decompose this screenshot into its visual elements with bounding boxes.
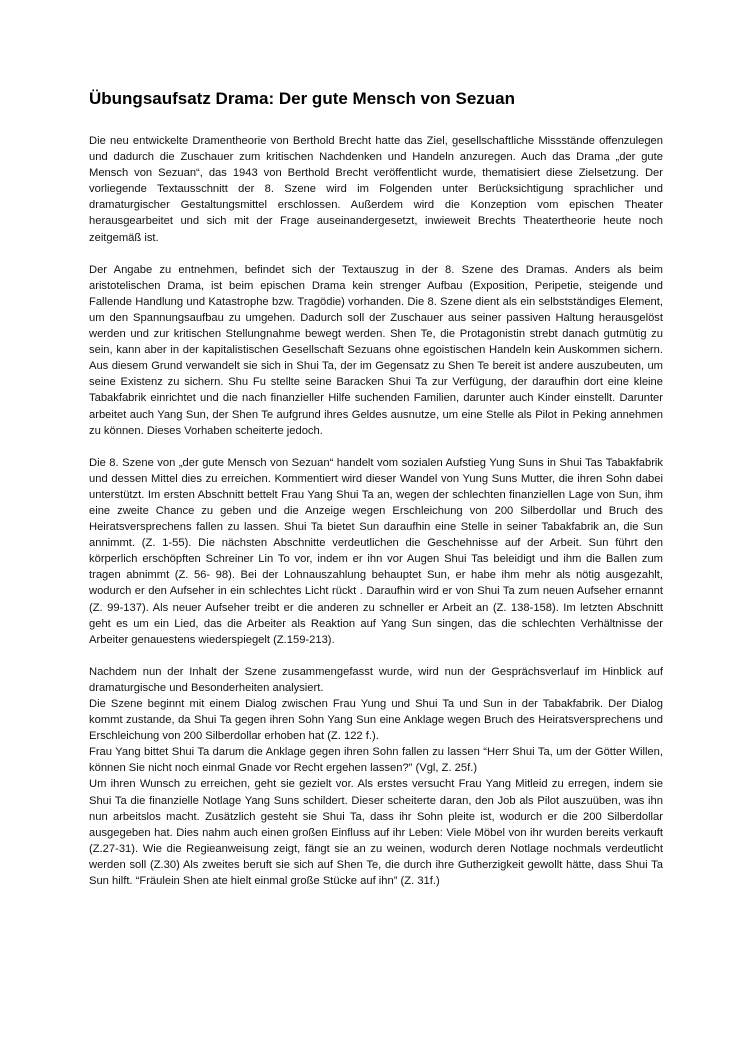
document-title: Übungsaufsatz Drama: Der gute Mensch von Sezuan xyxy=(89,89,516,108)
paragraph-summary: Die 8. Szene von „der gute Mensch von Sezuan“ handelt vom sozialen Aufstieg Yung Suns in Shui Tas Tabakfabrik und dessen Mittel dies zu erreichen. Kommentiert wird dieser Wandel von Yung Suns Mutter, die ihren Sohn dabei unterstützt. Im ersten Abschnitt bettelt Frau Yang Shui Ta an, wegen der schlechten finanziellen Lage von Sun, ihm eine zweite Chance zu geben und die Anzeige wegen Erschleichung von 200 Silberdollar und Bruch des Heiratsversprechens fallen zu lassen. Shui Ta bietet Sun daraufhin eine Stelle in seiner Tabakfabrik an, die Sun annimmt. (Z. 1-55). Die nächsten Abschnitte verdeutlichen die Geschehnisse auf der Arbeit. Sun führt den körperlich erschöpften Schreiner Lin To vor, indem er ihn vor Augen Shui Tas beleidigt und ihm die Ballen zum tragen abnimmt (Z. 56- 98). Bei der Lohnauszahlung behauptet Sun, er habe ihm mehr als nötig ausgezahlt, wodurch er den Aufseher in ein schlechtes Licht rückt . Daraufhin wird er von Shui Ta zum neuen Aufseher ernannt (Z. 99-137). Als neuer Aufseher treibt er die anderen zu schneller er Arbeit an (Z. 138-158). Im letzten Abschnitt geht es um ein Lied, das die Arbeiter als Reaktion auf Yang Sun singen, das die schlechten Verhältnisse der Arbeiter genauestens wiederspiegelt (Z.159-213). xyxy=(89,456,663,646)
paragraph-quote: Frau Yang bittet Shui Ta darum die Anklage gegen ihren Sohn fallen zu lassen “Herr Shui Ta, um der Götter Willen, können Sie nicht noch einmal Gnade vor Recht ergehen lassen?” (Vgl, Z. 25f.) xyxy=(89,746,663,775)
document-body xyxy=(89,133,663,889)
paragraph-intro: Die neu entwickelte Dramentheorie von Berthold Brecht hatte das Ziel, gesellschaftliche Missstände offenzulegen und dadurch die Zuschauer zum kritischen Nachdenken und Handeln anzuregen. Auch das Drama „der gute Mensch von Sezuan“, das 1943 von Berthold Brecht veröffentlicht wurde, thematisiert diese Zielsetzung. Der vorliegende Textausschnitt der 8. Szene wird im Folgenden unter Berücksichtigung sprachlicher und dramaturgischer Gestaltungsmittel erschlossen. Außerdem wird die Konzeption vom epischen Theater herausgearbeitet und sich mit der Frage auseinandergesetzt, inwieweit Brechts Theatertheorie heute noch zeitgemäß ist. xyxy=(89,135,663,244)
paragraph-transition: Nachdem nun der Inhalt der Szene zusammengefasst wurde, wird nun der Gesprächsverlauf im Hinblick auf dramaturgische und Besonderheiten analysiert. xyxy=(89,665,663,694)
paragraph-context: Der Angabe zu entnehmen, befindet sich der Textauszug in der 8. Szene des Dramas. Anders als beim aristotelischen Drama, ist beim epischen Drama kein strenger Aufbau (Exposition, Peripetie, steigende und Fallende Handlung und Katastrophe bzw. Tragödie) vorhanden. Die 8. Szene dient als ein selbstständiges Element, um den Spannungsaufbau zu umgehen. Dadurch soll der Zuschauer aus seiner passiven Haltung herausgelöst werden und zur kritischen Stellungnahme bewegt werden. Shen Te, die Protagonistin strebt danach gutmütig zu sein, kann aber in der kapitalistischen Gesellschaft Sezuans ohne egoistischen Handeln kein Auskommen sichern. Aus diesem Grund verwandelt sie sich in Shui Ta, der im Gegensatz zu Shen Te bereit ist andere auszubeuten, um seine Existenz zu sichern. Shu Fu stellte seine Baracken Shui Ta zur Verfügung, der daraufhin dort eine kleine Tabakfabrik einrichtet und die nach finanzieller Hilfe suchenden Familien, darunter auch Kinder einstellt. Darunter arbeitet auch Yang Sun, der Shen Te aufgrund ihres Geldes ausnutze, um eine Stelle als Pilot in Peking annehmen zu können. Dieses Vorhaben scheiterte jedoch. xyxy=(89,263,663,437)
paragraph-analysis-cont: Um ihren Wunsch zu erreichen, geht sie gezielt vor. Als erstes versucht Frau Yang Mitleid zu erregen, indem sie Shui Ta die finanzielle Notlage Yang Suns schildert. Dieser scheiterte daran, den Job als Pilot auszuüben, was ihn nun arbeitslos macht. Zusätzlich gesteht sie Shui Ta, dass ihr Sohn pleite ist, wodurch er die 200 Silberdollar ausgegeben hat. Dies nahm auch einen großen Einfluss auf ihr Leben: Viele Möbel von ihr wurden bereits verkauft (Z.27-31). Wie die Regieanweisung zeigt, fängt sie an zu weinen, wodurch deren Notlage nochmals verdeutlicht werden soll (Z.30) Als zweites beruft sie sich auf Shen Te, die durch ihre Gutherzigkeit gewollt hätte, dass Shui Ta Sun hilft. “Fräulein Shen ate hielt einmal große Stücke auf ihn” (Z. 31f.) xyxy=(89,778,663,888)
paragraph-analysis-start: Die Szene beginnt mit einem Dialog zwischen Frau Yung und Shui Ta und Sun in der Tabakfabrik. Der Dialog kommt zustande, da Shui Ta gegen ihren Sohn Yang Sun eine Anklage wegen Bruch des Heiratsversprechens und Erschleichung von 200 Silberdollar erhoben hat (Z. 122 f.). xyxy=(89,698,663,743)
